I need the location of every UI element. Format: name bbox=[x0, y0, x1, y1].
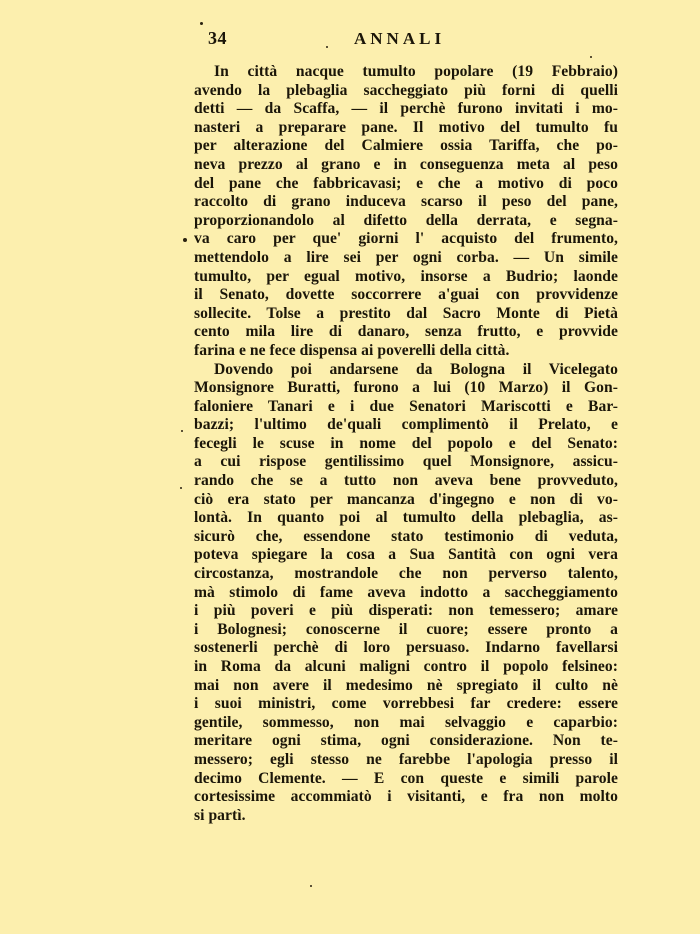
print-speck bbox=[183, 238, 187, 242]
text-line: cortesissime accommiatò i visitanti, e fra non molto bbox=[194, 788, 618, 806]
text-line: decimo Clemente. — E con queste e simili parole bbox=[194, 769, 618, 787]
text-line: detti — da Scaffa, — il perchè furono invitati i mo- bbox=[194, 100, 618, 118]
print-speck bbox=[310, 885, 312, 887]
text-line: rando che se a tutto non aveva bene provveduto, bbox=[194, 472, 618, 490]
text-line: sostenerli perchè di loro persuaso. Indarno favellarsi bbox=[194, 639, 618, 657]
text-line: farina e ne fece dispensa ai poverelli della città. bbox=[194, 341, 510, 359]
text-line: fecegli le scuse in nome del popolo e del Senato: bbox=[194, 434, 618, 452]
text-line: mettendolo a lire sei per ogni corba. — Un simile bbox=[194, 248, 618, 266]
body-text bbox=[194, 63, 618, 825]
text-line: circostanza, mostrandole che non perverso talento, bbox=[194, 565, 618, 583]
print-speck bbox=[180, 487, 182, 489]
text-line: per alterazione del Calmiere ossia Tariffa, che po- bbox=[194, 137, 618, 155]
print-speck bbox=[326, 46, 328, 48]
text-line: avendo la plebaglia saccheggiato più forni di quelli bbox=[194, 81, 618, 99]
text-line: mà stimolo di fame aveva indotto a saccheggiamento bbox=[194, 583, 618, 601]
text-line: mai non avere il medesimo nè spregiato il culto nè bbox=[194, 676, 618, 694]
text-line: i più poveri e più disperati: non temessero; amare bbox=[194, 602, 618, 620]
text-line: Monsignore Buratti, furono a lui (10 Marzo) il Gon- bbox=[194, 379, 618, 397]
text-line: neva prezzo al grano e in conseguenza meta al peso bbox=[194, 155, 618, 173]
text-line: i Bolognesi; conoscerne il cuore; essere pronto a bbox=[194, 620, 618, 638]
text-line: lontà. In quanto poi al tumulto della plebaglia, as- bbox=[194, 509, 618, 527]
text-line: Dovendo poi andarsene da Bologna il Vicelegato bbox=[214, 360, 618, 378]
text-line: a cui rispose gentilissimo quel Monsignore, assicu- bbox=[194, 453, 618, 471]
print-speck bbox=[200, 22, 203, 25]
text-line: meritare ogni stima, ogni considerazione. Non te- bbox=[194, 732, 618, 750]
text-line: tumulto, per egual motivo, insorse a Budrio; laonde bbox=[194, 267, 618, 285]
text-line: del pane che fabbricavasi; e che a motivo di poco bbox=[194, 174, 618, 192]
text-line: bazzi; l'ultimo de'quali complimentò il Prelato, e bbox=[194, 416, 618, 434]
page-number: 34 bbox=[208, 28, 227, 48]
running-title: ANNALI bbox=[354, 29, 446, 48]
text-line: gentile, sommesso, non mai selvaggio e caparbio: bbox=[194, 713, 618, 731]
text-line: sicurò che, essendone stato testimonio di veduta, bbox=[194, 527, 618, 545]
text-line: poteva spiegare la cosa a Sua Santità con ogni vera bbox=[194, 546, 618, 564]
text-line: va caro per que' giorni l' acquisto del frumento, bbox=[194, 230, 618, 248]
print-speck bbox=[590, 56, 592, 58]
text-line: sollecite. Tolse a prestito dal Sacro Monte di Pietà bbox=[194, 304, 618, 322]
text-line: messero; egli stesso ne farebbe l'apologia presso il bbox=[194, 750, 618, 768]
text-line: i suoi ministri, come vorrebbesi far credere: essere bbox=[194, 695, 618, 713]
text-line: in Roma da alcuni maligni contro il popolo felsineo: bbox=[194, 658, 618, 675]
text-line: ciò era stato per mancanza d'ingegno e non di vo- bbox=[194, 490, 618, 508]
text-line: il Senato, dovette soccorrere a'guai con provvidenze bbox=[194, 286, 618, 304]
text-line: In città nacque tumulto popolare (19 Febbraio) bbox=[214, 63, 618, 80]
print-speck bbox=[181, 430, 183, 432]
text-line: proporzionandolo al difetto della derrata, e segna- bbox=[194, 211, 618, 229]
text-line: cento mila lire di danaro, senza frutto, e provvide bbox=[194, 323, 618, 341]
text-line: raccolto di grano induceva scarso il peso del pane, bbox=[194, 193, 618, 211]
text-line: si partì. bbox=[194, 806, 246, 824]
running-head bbox=[200, 26, 620, 52]
text-line: nasteri a preparare pane. Il motivo del tumulto fu bbox=[194, 118, 618, 136]
text-line: faloniere Tanari e i due Senatori Mariscotti e Bar- bbox=[194, 397, 618, 415]
